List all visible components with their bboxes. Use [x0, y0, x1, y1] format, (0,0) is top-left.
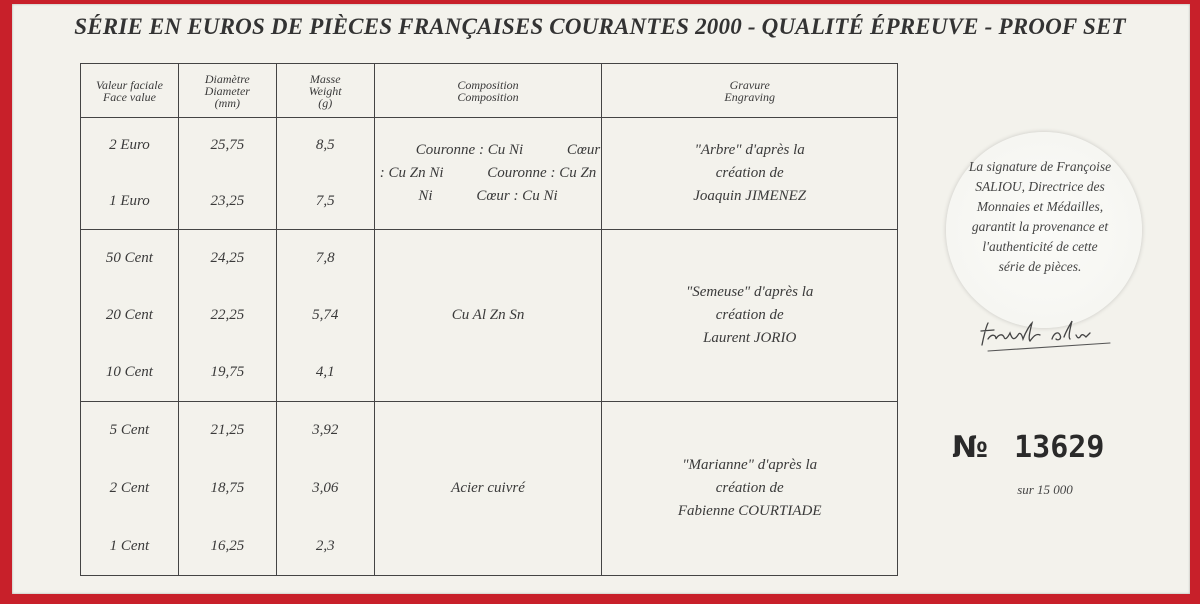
engraving-line: Fabienne COURTIADE [677, 503, 822, 519]
engraving-line: création de [715, 480, 784, 496]
coin-value: 1 Euro [109, 192, 150, 209]
coin-value: 2 Cent [109, 479, 150, 496]
coin-value: 10 Cent [105, 364, 153, 380]
header-weight [276, 64, 374, 118]
page-title: SÉRIE EN EUROS DE PIÈCES FRANÇAISES COURANTES 2000 - QUALITÉ ÉPREUVE - PROOF SET [74, 14, 1126, 39]
coin-diameter: 22,25 [210, 307, 245, 323]
certificate-text-line: Monnaies et Médailles, [976, 199, 1104, 214]
header-composition [374, 64, 602, 118]
table-header-row [81, 64, 898, 118]
header-weight-fr: Masse [309, 71, 341, 86]
header-weight-en: Weight [308, 83, 342, 98]
coin-value: 2 Euro [109, 137, 150, 154]
table-row-group-copper-cents [81, 402, 898, 576]
header-engraving-en: Engraving [724, 89, 776, 104]
header-face-value-fr: Valeur faciale [95, 77, 163, 92]
engraving-line: "Marianne" d'après la [682, 457, 818, 473]
composition-line: Cœur : Cu Zn Ni [379, 142, 601, 181]
serial-number [952, 430, 1152, 465]
header-diameter-fr: Diamètre [204, 71, 250, 86]
coin-diameter: 25,75 [210, 137, 245, 154]
table-row-group-euro [81, 118, 898, 230]
edition-size: sur 15 000 [1017, 482, 1073, 497]
composition-line: Couronne : Cu Zn Ni [418, 165, 597, 204]
header-diameter-en: Diameter [204, 83, 250, 98]
header-composition-en: Composition [457, 89, 519, 104]
composition-line: Cu Al Zn Sn [451, 307, 525, 323]
engraving-line: création de [715, 165, 784, 181]
certificate-text-line: l'authenticité de cette [982, 239, 1098, 254]
coin-value: 50 Cent [105, 250, 153, 266]
certificate-text-line: La signature de Françoise [968, 159, 1112, 174]
serial-number-value: 13629 [1014, 430, 1105, 465]
coin-value: 1 Cent [109, 537, 150, 554]
header-face-value [81, 64, 179, 118]
handwritten-signature [978, 313, 1118, 353]
engraving-line: création de [715, 307, 784, 323]
header-diameter-unit: (mm) [214, 95, 240, 110]
coin-weight: 3,92 [312, 422, 339, 439]
coin-diameter: 16,25 [210, 537, 245, 554]
coin-diameter: 21,25 [210, 422, 245, 439]
coin-diameter: 23,25 [210, 192, 245, 209]
coin-weight: 4,1 [315, 364, 335, 380]
engraving-line: "Arbre" d'après la [694, 142, 805, 158]
certificate-text-line: garantit la provenance et [971, 219, 1109, 234]
engraving-line: "Semeuse" d'après la [685, 284, 814, 300]
header-diameter [178, 64, 276, 118]
certificate-text [940, 157, 1140, 277]
header-engraving [602, 64, 898, 118]
certificate-text-line: série de pièces. [998, 259, 1082, 274]
engraving-line: Laurent JORIO [703, 330, 797, 346]
coin-weight: 2,3 [315, 537, 335, 554]
header-engraving-fr: Gravure [729, 77, 770, 92]
coin-weight: 3,06 [312, 479, 339, 496]
coin-spec-table [80, 63, 898, 576]
coin-weight: 7,8 [315, 250, 335, 266]
coin-weight: 8,5 [315, 137, 335, 154]
number-symbol: № [952, 430, 989, 465]
coin-diameter: 18,75 [210, 479, 245, 496]
coin-weight: 5,74 [312, 307, 339, 323]
header-face-value-en: Face value [102, 89, 156, 104]
header-composition-fr: Composition [457, 77, 519, 92]
coin-diameter: 19,75 [210, 364, 245, 380]
engraving-line: Joaquin JIMENEZ [693, 188, 807, 204]
composition-line: Acier cuivré [451, 480, 525, 496]
coin-weight: 7,5 [315, 192, 335, 209]
coin-diameter: 24,25 [210, 250, 245, 266]
coin-value: 20 Cent [105, 307, 153, 323]
coin-value: 5 Cent [109, 422, 150, 439]
composition-line: Cœur : Cu Ni [476, 188, 558, 204]
composition-line: Couronne : Cu Ni [415, 142, 524, 158]
certificate-text-line: SALIOU, Directrice des [975, 179, 1105, 194]
table-row-group-gold-cents [81, 230, 898, 402]
header-weight-unit: (g) [318, 95, 333, 110]
